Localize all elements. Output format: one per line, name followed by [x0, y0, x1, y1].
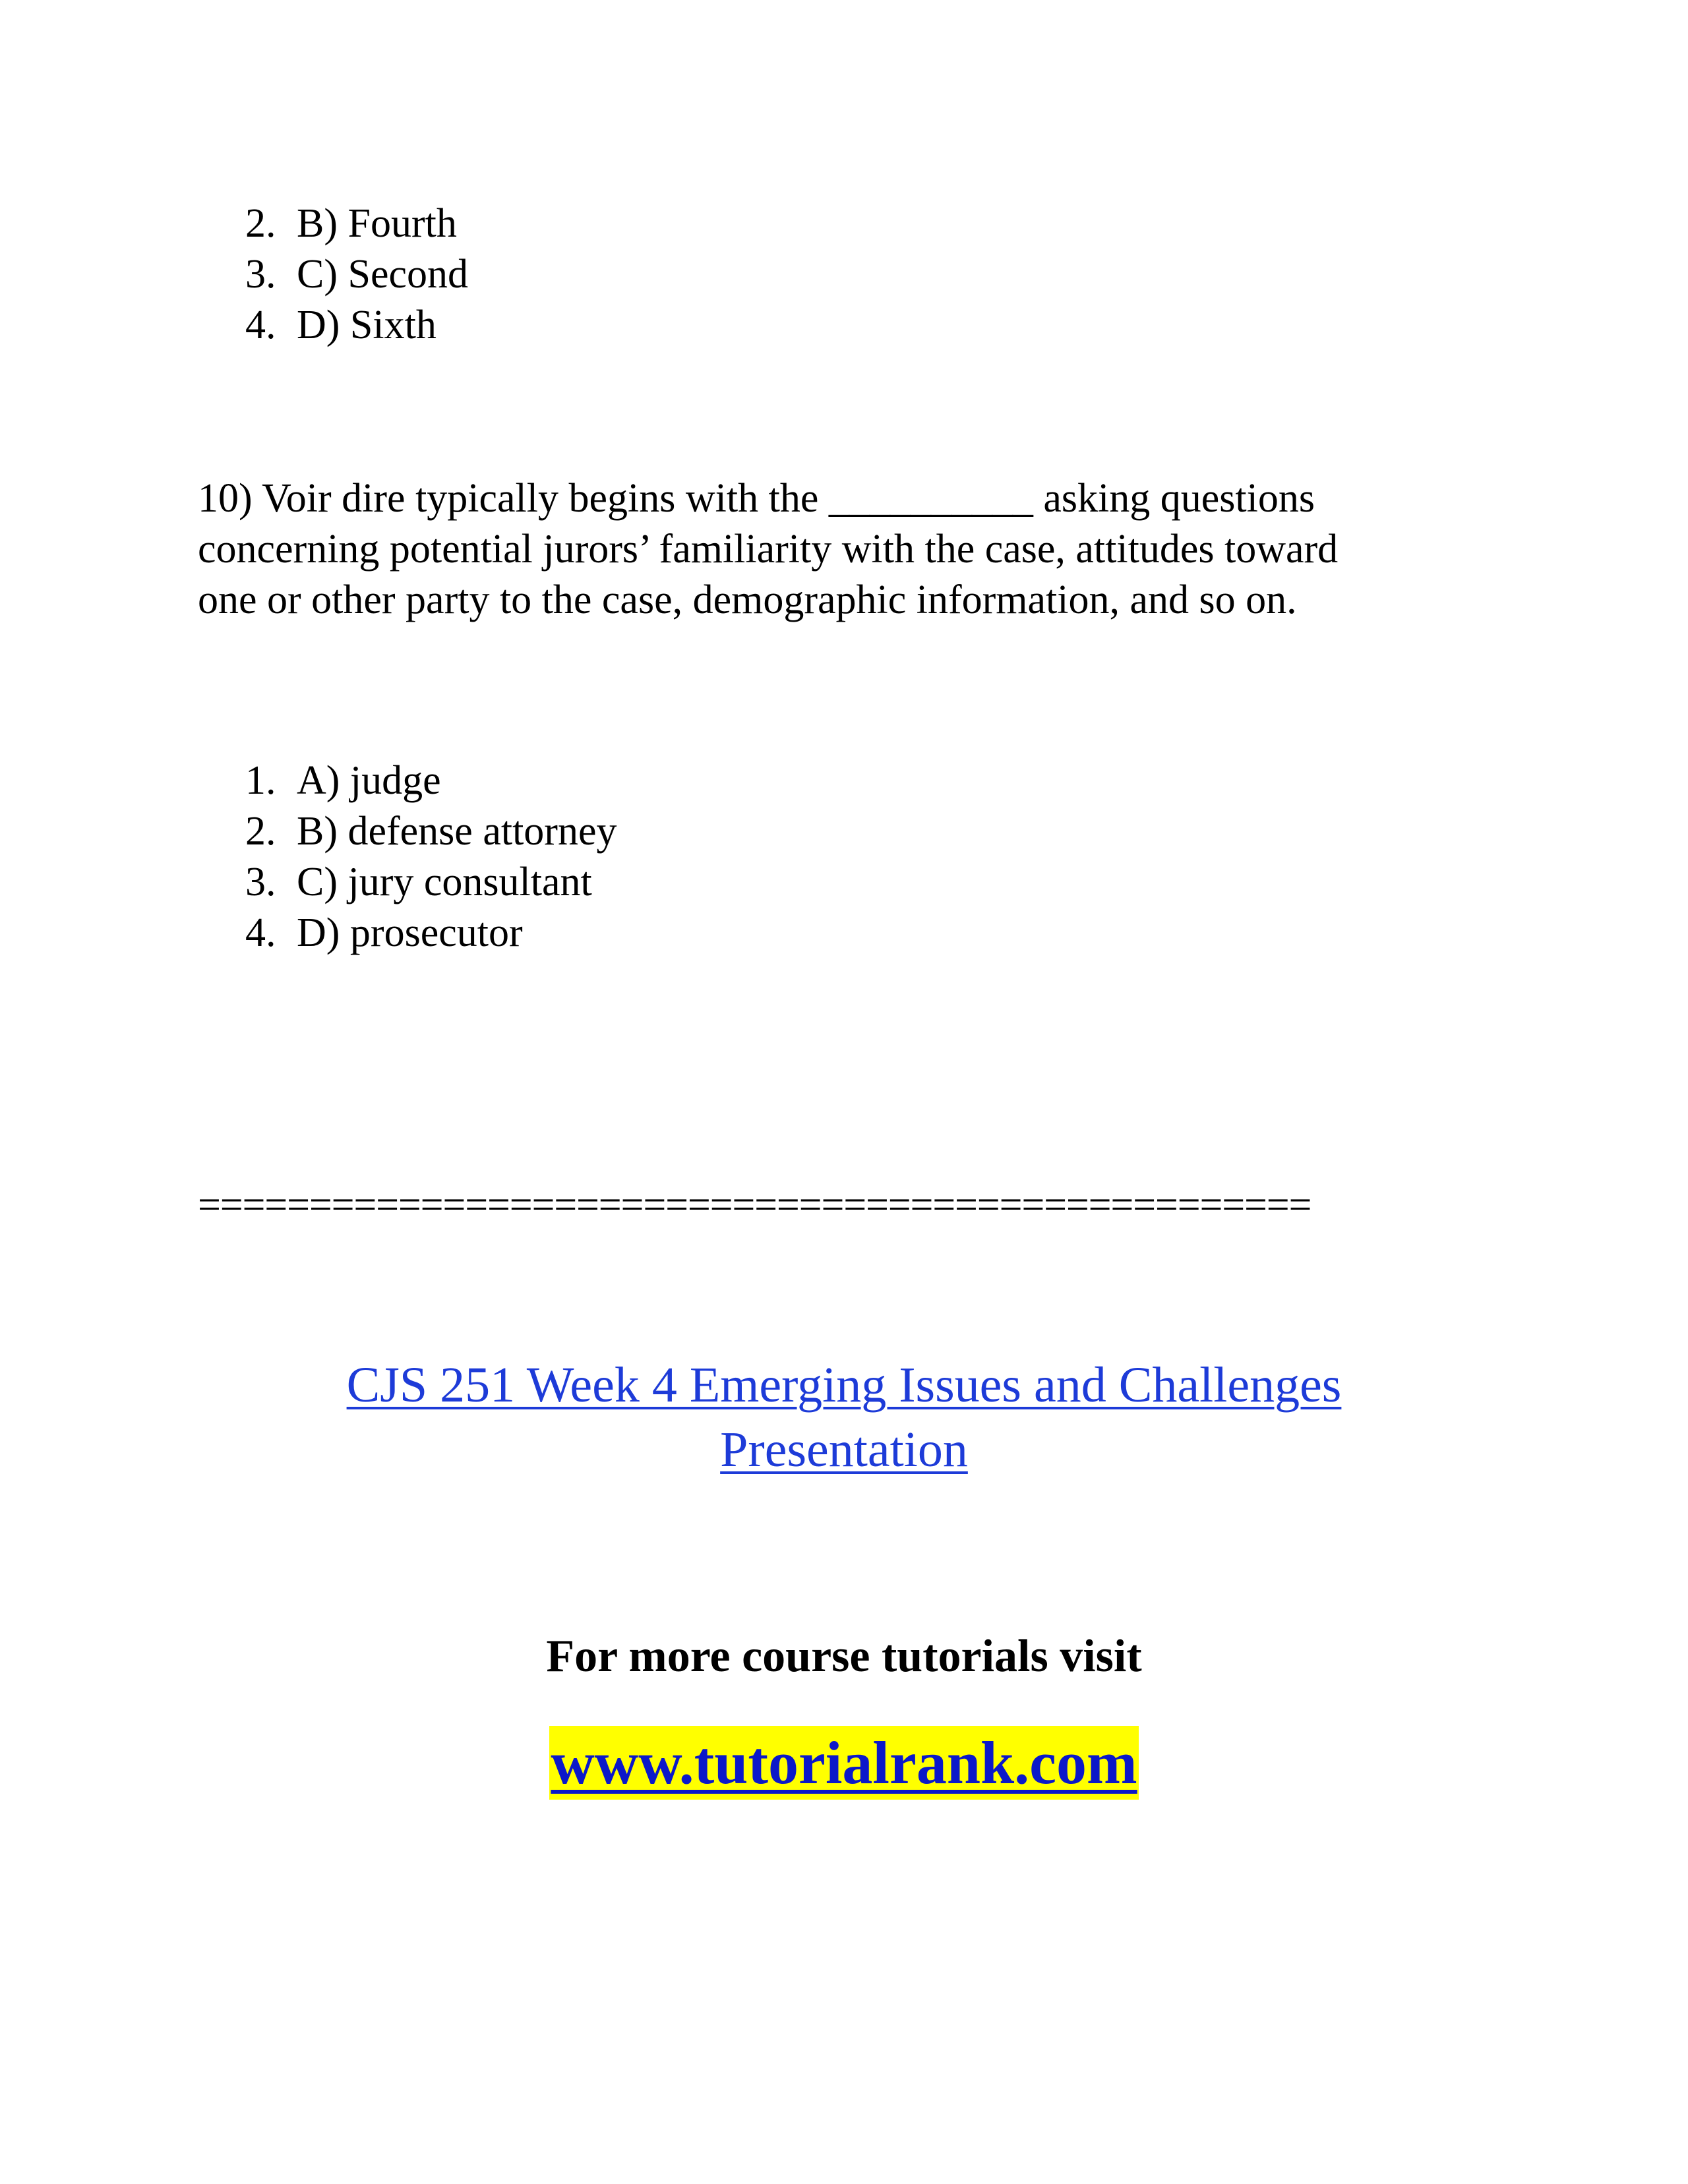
question-line: 10) Voir dire typically begins with the __________ asking questions: [198, 476, 1315, 521]
option-text: C) jury consultant: [297, 860, 592, 904]
option-d-prosecutor: [245, 908, 617, 959]
option-text: B) Fourth: [297, 201, 457, 246]
option-number: 1.: [245, 758, 276, 803]
option-b-defense-attorney: [245, 806, 617, 857]
option-number: 2.: [245, 809, 276, 854]
option-number: 4.: [245, 303, 276, 347]
presentation-link-line: Presentation: [720, 1422, 968, 1477]
option-text: C) Second: [297, 252, 469, 297]
option-text: D) Sixth: [297, 303, 437, 347]
section-separator: ==================================================: [198, 1183, 1311, 1227]
option-d-sixth: [245, 300, 468, 351]
option-text: B) defense attorney: [297, 809, 617, 854]
option-number: 2.: [245, 201, 276, 246]
option-text: A) judge: [297, 758, 441, 803]
question-line: one or other party to the case, demographic information, and so on.: [198, 577, 1297, 622]
presentation-link[interactable]: [198, 1353, 1490, 1482]
previous-question-options: [245, 198, 468, 351]
option-c-jury-consultant: [245, 857, 617, 908]
question-line: concerning potential jurors’ familiarity with the case, attitudes toward: [198, 527, 1339, 572]
site-link-wrap: [198, 1726, 1490, 1800]
option-b-fourth: [245, 198, 468, 249]
presentation-link-line: CJS 251 Week 4 Emerging Issues and Challenges: [346, 1357, 1342, 1413]
option-c-second: [245, 249, 468, 300]
promo-text: For more course tutorials visit: [546, 1631, 1142, 1682]
presentation-link-block: [198, 1353, 1490, 1482]
question-10-options: [245, 755, 617, 959]
option-number: 3.: [245, 860, 276, 904]
option-number: 4.: [245, 910, 276, 955]
option-text: D) prosecutor: [297, 910, 523, 955]
option-number: 3.: [245, 252, 276, 297]
option-a-judge: [245, 755, 617, 806]
tutorialrank-site-link[interactable]: www.tutorialrank.com: [549, 1726, 1138, 1800]
question-10: [198, 473, 1490, 626]
